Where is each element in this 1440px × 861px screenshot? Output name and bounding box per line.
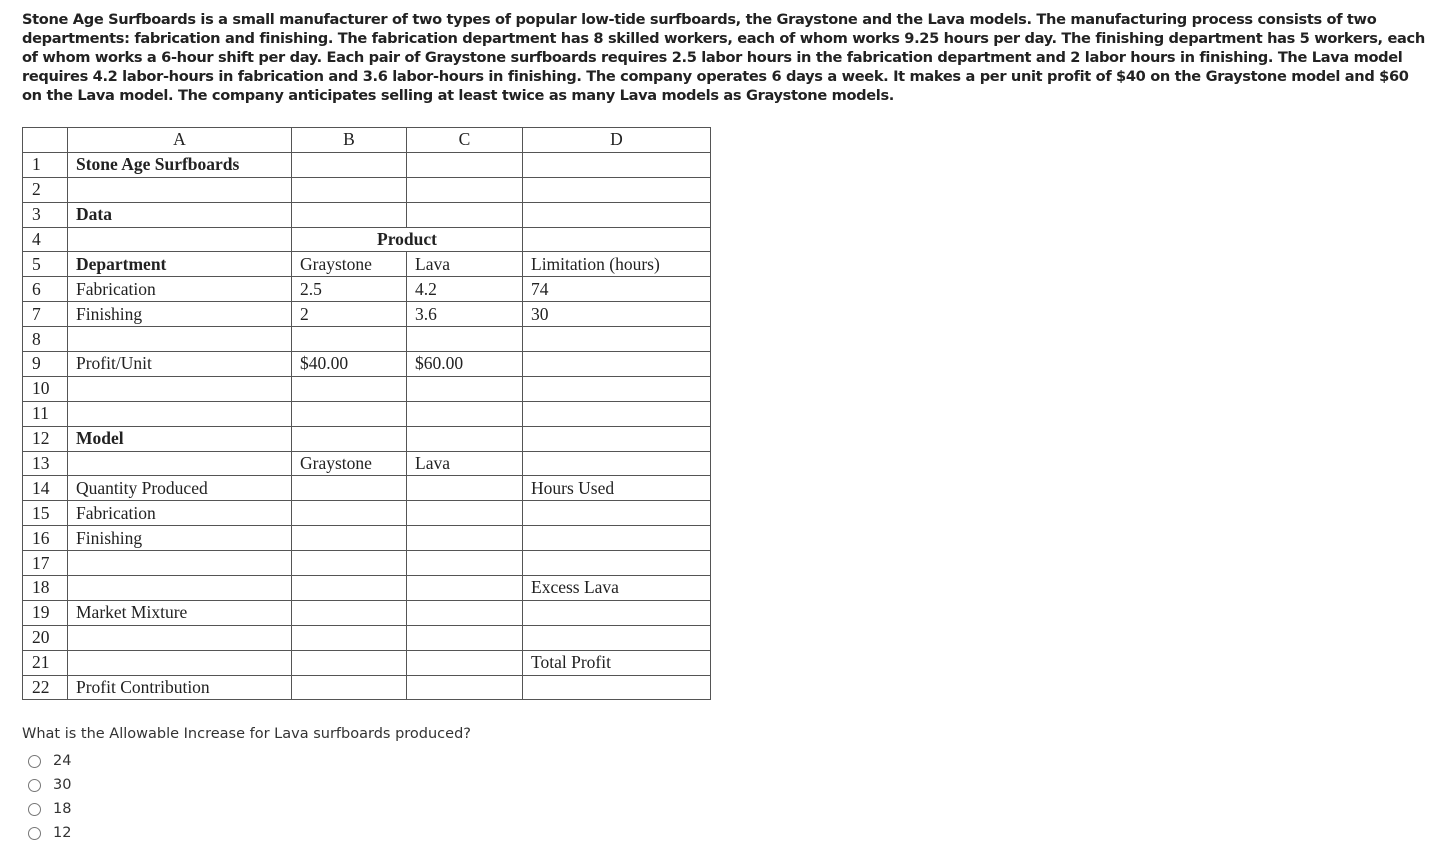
cell-b [292,675,407,700]
cell-a [68,551,292,576]
cell-d [523,152,711,177]
cell-a: Finishing [68,526,292,551]
cell-c [407,202,523,227]
cell-d [523,526,711,551]
column-header-b: B [292,128,407,153]
cell-c [407,376,523,401]
cell-d [523,551,711,576]
cell-a [68,227,292,252]
cell-a: Profit/Unit [68,352,292,377]
cell-b [292,401,407,426]
sheet-row-17 [23,551,711,576]
row-number: 20 [23,625,68,650]
sheet-row-10 [23,376,711,401]
row-number: 8 [23,327,68,352]
cell-a [68,625,292,650]
cell-d [523,227,711,252]
cell-b [292,426,407,451]
column-header-a: A [68,128,292,153]
sheet-row-8 [23,327,711,352]
cell-b [292,650,407,675]
cell-a: Fabrication [68,501,292,526]
cell-c [407,600,523,625]
cell-b [292,177,407,202]
cell-a: Data [68,202,292,227]
row-number: 7 [23,302,68,327]
cell-b: 2 [292,302,407,327]
cell-c [407,526,523,551]
cell-a: Finishing [68,302,292,327]
cell-c [407,152,523,177]
sheet-row-5 [23,252,711,277]
cell-b [292,526,407,551]
cell-a: Fabrication [68,277,292,302]
cell-d: 30 [523,302,711,327]
cell-a [68,376,292,401]
cell-a [68,451,292,476]
row-number: 10 [23,376,68,401]
cell-c [407,625,523,650]
sheet-row-13 [23,451,711,476]
row-number: 17 [23,551,68,576]
cell-b [292,600,407,625]
cell-c [407,675,523,700]
cell-d [523,625,711,650]
row-number: 13 [23,451,68,476]
cell-b [292,202,407,227]
row-number: 2 [23,177,68,202]
cell-d [523,376,711,401]
row-number: 9 [23,352,68,377]
corner-cell [23,128,68,153]
sheet-row-18 [23,576,711,601]
answer-option-label: 12 [53,825,72,841]
cell-c: 3.6 [407,302,523,327]
cell-c [407,401,523,426]
cell-bc-merged: Product [292,227,523,252]
cell-d: 74 [523,277,711,302]
sheet-row-6 [23,277,711,302]
cell-d [523,600,711,625]
spreadsheet-table [22,127,711,700]
sheet-row-12 [23,426,711,451]
row-number: 18 [23,576,68,601]
cell-a: Market Mixture [68,600,292,625]
sheet-row-21 [23,650,711,675]
cell-d: Hours Used [523,476,711,501]
cell-b [292,551,407,576]
question-text: What is the Allowable Increase for Lava surfboards produced? [22,726,471,742]
cell-a: Quantity Produced [68,476,292,501]
radio-button[interactable] [28,779,41,792]
cell-b [292,576,407,601]
problem-statement: Stone Age Surfboards is a small manufacturer of two types of popular low-tide surfboards, the Graystone and the Lava models. The manufacturing process consists of two departments: fabrication and finishing. The fabrication department has 8 skilled workers, each of whom works 9.25 hours per day. The finishing department has 5 workers, each of whom works a 6-hour shift per day. Each pair of Graystone surfboards requires 2.5 labor hours in the fabrication department and 2 labor hours in finishing. The Lava model requires 4.2 labor-hours in fabrication and 3.6 labor-hours in finishing. The company operates 6 days a week. It makes a per unit profit of $40 on the Graystone model and $60 on the Lava model. The company anticipates selling at least twice as many Lava models as Graystone models. [22,11,1425,104]
sheet-row-1 [23,152,711,177]
cell-c: $60.00 [407,352,523,377]
sheet-row-4 [23,227,711,252]
cell-a [68,401,292,426]
cell-a [68,327,292,352]
cell-b: Graystone [292,252,407,277]
sheet-row-3 [23,202,711,227]
cell-c [407,650,523,675]
cell-d [523,451,711,476]
cell-a: Department [68,252,292,277]
row-number: 19 [23,600,68,625]
row-number: 4 [23,227,68,252]
cell-b [292,501,407,526]
radio-button[interactable] [28,803,41,816]
answer-options [28,749,71,845]
cell-d [523,177,711,202]
cell-c [407,551,523,576]
cell-d [523,426,711,451]
cell-b [292,476,407,501]
cell-d [523,327,711,352]
cell-d: Total Profit [523,650,711,675]
cell-d [523,352,711,377]
cell-b: 2.5 [292,277,407,302]
spreadsheet-image [22,127,711,700]
cell-c [407,501,523,526]
cell-d [523,202,711,227]
row-number: 15 [23,501,68,526]
cell-a: Profit Contribution [68,675,292,700]
cell-b [292,376,407,401]
answer-option-1[interactable] [28,749,71,773]
sheet-row-20 [23,625,711,650]
row-number: 12 [23,426,68,451]
radio-button[interactable] [28,755,41,768]
cell-c: Lava [407,252,523,277]
answer-option-2[interactable] [28,773,71,797]
column-header-d: D [523,128,711,153]
row-number: 14 [23,476,68,501]
sheet-row-16 [23,526,711,551]
cell-c [407,327,523,352]
row-number: 16 [23,526,68,551]
radio-button[interactable] [28,827,41,840]
answer-option-4[interactable] [28,821,71,845]
cell-d: Limitation (hours) [523,252,711,277]
cell-a [68,576,292,601]
sheet-row-7 [23,302,711,327]
column-header-row [23,128,711,153]
cell-c [407,576,523,601]
cell-d [523,675,711,700]
sheet-row-9 [23,352,711,377]
cell-a: Stone Age Surfboards [68,152,292,177]
cell-c [407,177,523,202]
cell-b: $40.00 [292,352,407,377]
row-number: 1 [23,152,68,177]
cell-c: Lava [407,451,523,476]
sheet-row-19 [23,600,711,625]
sheet-row-22 [23,675,711,700]
sheet-row-2 [23,177,711,202]
cell-a: Model [68,426,292,451]
cell-c: 4.2 [407,277,523,302]
sheet-row-11 [23,401,711,426]
row-number: 21 [23,650,68,675]
cell-d: Excess Lava [523,576,711,601]
row-number: 22 [23,675,68,700]
column-header-c: C [407,128,523,153]
cell-d [523,401,711,426]
sheet-row-15 [23,501,711,526]
row-number: 5 [23,252,68,277]
cell-c [407,426,523,451]
cell-d [523,501,711,526]
row-number: 11 [23,401,68,426]
answer-option-3[interactable] [28,797,71,821]
cell-a [68,177,292,202]
cell-b: Graystone [292,451,407,476]
cell-a [68,650,292,675]
cell-b [292,625,407,650]
answer-option-label: 30 [53,777,72,793]
cell-c [407,476,523,501]
row-number: 6 [23,277,68,302]
answer-option-label: 24 [53,753,72,769]
sheet-row-14 [23,476,711,501]
answer-option-label: 18 [53,801,72,817]
row-number: 3 [23,202,68,227]
cell-b [292,327,407,352]
cell-b [292,152,407,177]
